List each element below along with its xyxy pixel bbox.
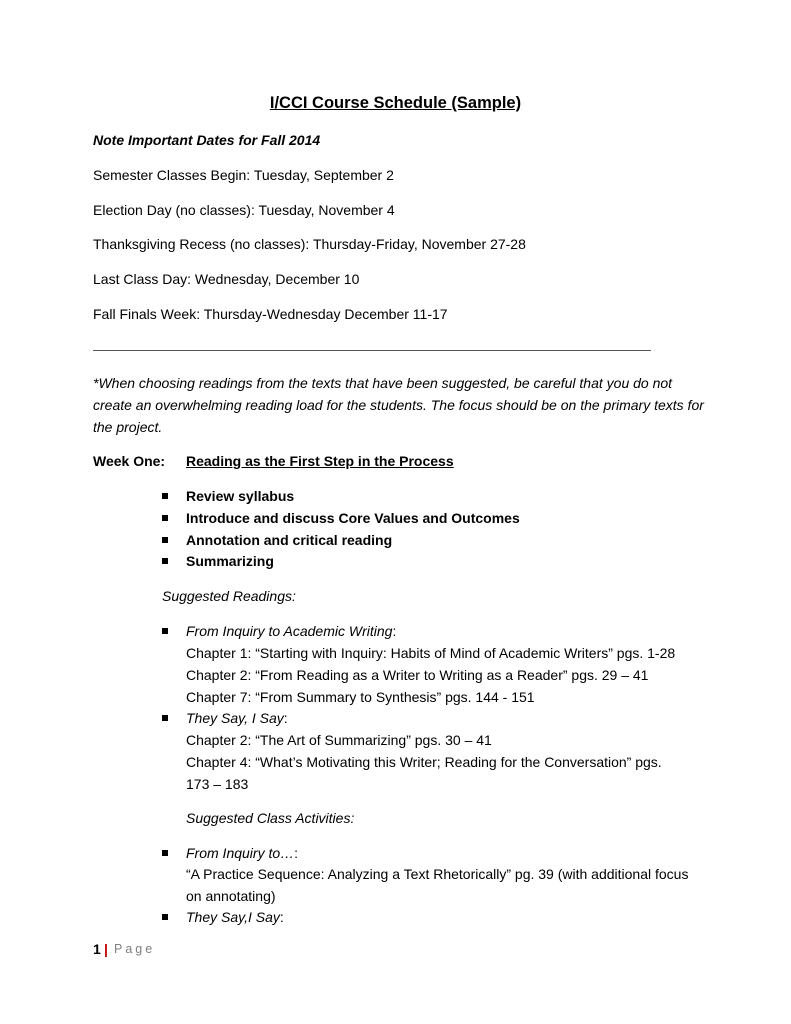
bullet-icon (162, 558, 168, 564)
readings-note: *When choosing readings from the texts that have been suggested, be careful that you do not create an overwhelming reading load for the students. The focus should be on the primary texts for the project. (93, 375, 704, 435)
bullet-icon (162, 493, 168, 499)
reading-line: Chapter 4: “What’s Motivating this Writer; Reading for the Conversation” pgs. (186, 754, 662, 770)
page-title: I/CCI Course Schedule (Sample) (269, 94, 522, 112)
bullet-icon (162, 715, 168, 721)
activity-source (186, 845, 298, 861)
date-election-day: Election Day (no classes): Tuesday, November 4 (93, 202, 395, 218)
reading-line: Chapter 1: “Starting with Inquiry: Habits of Mind of Academic Writers” pgs. 1-28 (186, 645, 676, 661)
horizontal-rule (93, 350, 651, 351)
footer-separator: | (104, 941, 108, 957)
reading-line: 173 – 183 (186, 776, 249, 792)
date-last-class: Last Class Day: Wednesday, December 10 (93, 271, 360, 287)
reading-source (186, 623, 396, 639)
bullet-icon (162, 914, 168, 920)
reading-source-colon: : (283, 710, 288, 726)
topic-item: Summarizing (186, 553, 274, 569)
activity-source-colon: : (279, 909, 284, 925)
reading-line: Chapter 2: “The Art of Summarizing” pgs. 30 – 41 (186, 732, 492, 748)
topic-item: Introduce and discuss Core Values and Outcomes (186, 510, 520, 526)
reading-line: Chapter 2: “From Reading as a Writer to Writing as a Reader” pgs. 29 – 41 (186, 667, 649, 683)
suggested-activities-heading: Suggested Class Activities: (186, 810, 355, 826)
date-thanksgiving: Thanksgiving Recess (no classes): Thursday-Friday, November 27-28 (93, 236, 526, 252)
activity-source-colon: : (294, 845, 299, 861)
bullet-icon (162, 850, 168, 856)
activity-source-title: From Inquiry to… (186, 845, 295, 861)
week-one-title: Reading as the First Step in the Process (186, 453, 454, 469)
reading-source-colon: : (392, 623, 397, 639)
important-dates-heading: Note Important Dates for Fall 2014 (93, 132, 321, 148)
activity-source-title: They Say,I Say (186, 909, 280, 925)
date-finals-week: Fall Finals Week: Thursday-Wednesday December 11-17 (93, 306, 448, 322)
reading-source (186, 710, 288, 726)
topic-item: Review syllabus (186, 488, 295, 504)
reading-source-title: They Say, I Say (186, 710, 284, 726)
week-one-label: Week One: (93, 453, 166, 469)
footer-page-word: Page (114, 942, 156, 956)
date-semester-begin: Semester Classes Begin: Tuesday, September 2 (93, 167, 394, 183)
reading-line: Chapter 7: “From Summary to Synthesis” pgs. 144 - 151 (186, 689, 535, 705)
activity-line: “A Practice Sequence: Analyzing a Text Rhetorically” pg. 39 (with additional focus (186, 866, 689, 882)
footer-page-number: 1 (93, 941, 101, 957)
bullet-icon (162, 515, 168, 521)
reading-source-title: From Inquiry to Academic Writing (186, 623, 393, 639)
bullet-icon (162, 628, 168, 634)
topic-item: Annotation and critical reading (186, 532, 393, 548)
bullet-icon (162, 537, 168, 543)
suggested-readings-heading: Suggested Readings: (162, 588, 296, 604)
activity-source (186, 909, 284, 925)
activity-line: on annotating) (186, 888, 276, 904)
